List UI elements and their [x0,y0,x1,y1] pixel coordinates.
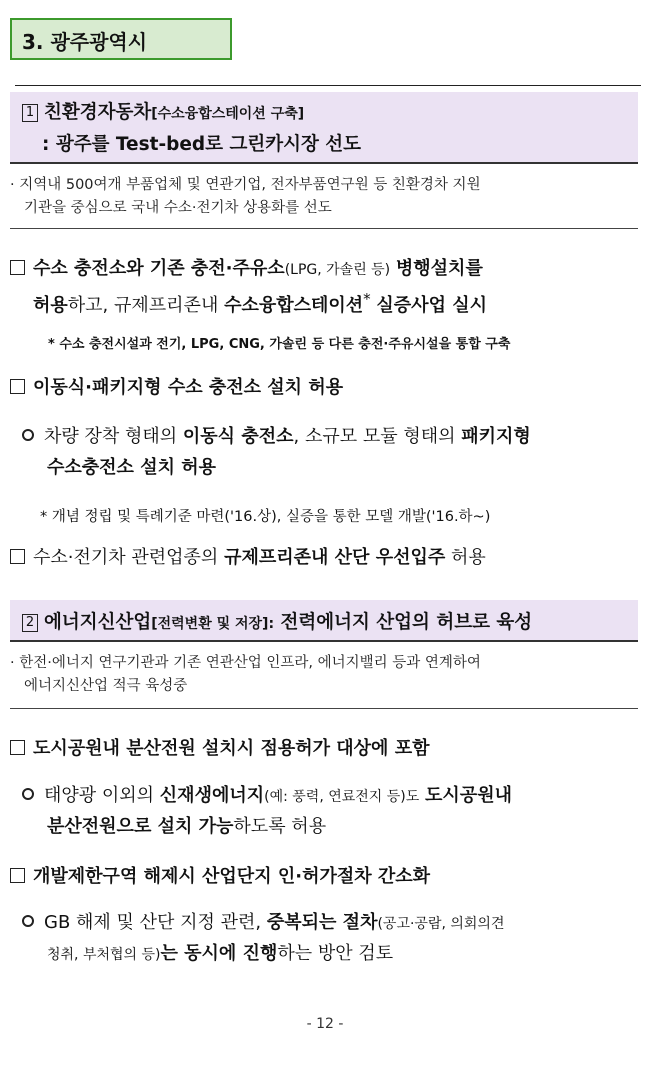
item2-sub-line2: 수소충전소 설치 허용 [47,457,217,478]
bullet-circle-icon [22,788,34,800]
item5-sub: GB 해제 및 산단 지정 관련, 중복되는 절차(공고·공람, 의회의견 [22,910,504,937]
item1-heading-line2: 허용하고, 규제프리존내 수소융합스테이션* 실증사업 실시 [33,290,488,316]
checkbox-icon [10,740,25,755]
item2-sub: 차량 장착 형태의 이동식 충전소, 소규모 모듈 형태의 패키지형 [22,424,531,450]
divider [15,85,641,86]
section-number: 1 [22,104,38,122]
section1-title: 1 친환경자동차[수소융합스테이션 구축] [22,98,304,124]
checkbox-icon [10,260,25,275]
section1-summary: · 지역내 500여개 부품업체 및 연관기업, 전자부품연구원 등 친환경차 지원 기관을 중심으로 국내 수소·전기차 상용화를 선도 [10,177,481,216]
item5-heading: 개발제한구역 해제시 산업단지 인·허가절차 간소화 [10,864,430,890]
item2-heading: 이동식·패키지형 수소 충전소 설치 허용 [10,375,343,401]
item1-note: * 수소 충전시설과 전기, LPG, CNG, 가솔린 등 다른 충전·주유시설을 통합 구축 [48,337,511,352]
bullet-circle-icon [22,429,34,441]
section-number: 2 [22,614,38,632]
summary-divider [10,708,638,709]
item3-heading: 수소·전기차 관련업종의 규제프리존내 산단 우선입주 허용 [10,545,486,571]
section2-summary: · 한전·에너지 연구기관과 기존 연관산업 인프라, 에너지밸리 등과 연계하여 에너지신산업 적극 육성중 [10,655,481,694]
checkbox-icon [10,379,25,394]
item4-sub-line2: 분산전원으로 설치 가능하도록 허용 [47,816,327,837]
item4-heading: 도시공원내 분산전원 설치시 점용허가 대상에 포함 [10,736,429,762]
item4-sub: 태양광 이외의 신재생에너지(예: 풍력, 연료전지 등)도 도시공원내 [22,783,512,810]
checkbox-icon [10,549,25,564]
page-number: - 12 - [306,1016,344,1032]
section1-subtitle: : 광주를 Test-bed로 그린카시장 선도 [42,134,362,155]
page-title: 3. 광주광역시 [22,30,148,54]
item1-heading: 수소 충전소와 기존 충전·주유소(LPG, 가솔린 등) 병행설치를 [10,256,483,283]
section2-title: 2 에너지신산업[전력변환 및 저장]: 전력에너지 산업의 허브로 육성 [22,608,532,634]
checkbox-icon [10,868,25,883]
item5-sub-line2: 청취, 부처협의 등)는 동시에 진행하는 방안 검토 [47,943,394,964]
summary-divider [10,228,638,229]
bullet-circle-icon [22,915,34,927]
item2-note: * 개념 정립 및 특례기준 마련('16.상), 실증을 통한 모델 개발('16.하~) [40,509,491,525]
